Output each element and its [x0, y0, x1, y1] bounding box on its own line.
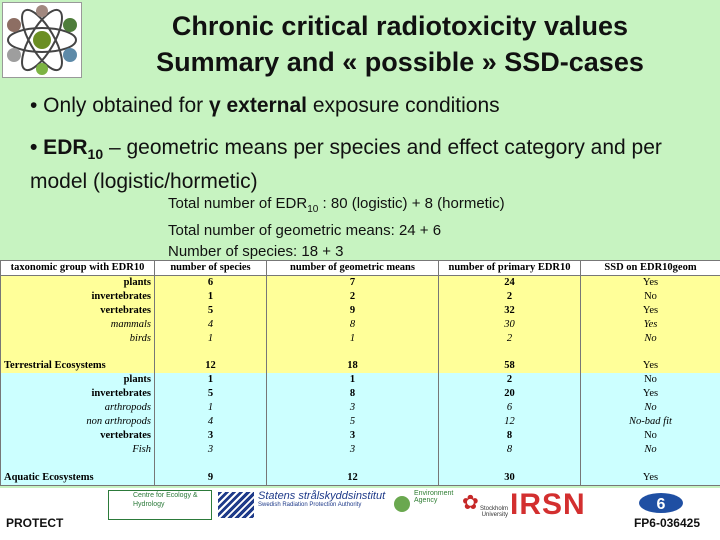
cell-species: 1	[155, 401, 267, 415]
bullet-gamma-exposure	[30, 94, 500, 118]
cell-species	[155, 346, 267, 360]
footer-contract-number: FP6-036425	[633, 516, 700, 530]
title-line-1: Chronic critical radiotoxicity values	[171, 11, 629, 41]
cell-group	[1, 346, 155, 360]
cell-primary-edr10: 20	[439, 387, 581, 401]
bullet1-prefix: • Only obtained for	[30, 94, 209, 117]
cell-geometric-means	[267, 346, 439, 360]
cell-primary-edr10	[439, 346, 581, 360]
cell-primary-edr10: 8	[439, 443, 581, 457]
cell-geometric-means: 3	[267, 401, 439, 415]
atom-logo-icon	[3, 3, 81, 77]
cell-geometric-means: 9	[267, 304, 439, 318]
footer-project-name: PROTECT	[6, 516, 64, 530]
table-row	[1, 429, 720, 443]
bullet1-bold: external	[220, 94, 308, 117]
cell-ssd: No	[581, 443, 720, 457]
table-row	[1, 304, 720, 318]
cell-ssd: Yes	[581, 304, 720, 318]
cell-group: vertebrates	[1, 304, 155, 318]
table-row	[1, 290, 720, 304]
cell-species: 1	[155, 290, 267, 304]
cell-ssd: No	[581, 332, 720, 346]
cell-group: invertebrates	[1, 387, 155, 401]
cell-ssd: Yes	[581, 276, 720, 290]
gamma-symbol: γ	[208, 94, 221, 117]
cell-geometric-means: 2	[267, 290, 439, 304]
stats-line-2: Total number of geometric means: 24 + 6	[168, 222, 442, 239]
stockholm-university-logo	[460, 490, 508, 520]
cell-species: 5	[155, 304, 267, 318]
stats-line1-sub: 10	[307, 204, 319, 215]
cell-ssd: No	[581, 373, 720, 387]
cell-group: Terrestrial Ecosystems	[1, 359, 155, 373]
cell-geometric-means	[267, 457, 439, 471]
cell-species: 4	[155, 318, 267, 332]
environment-agency-icon	[394, 496, 410, 512]
bullet2-text: – geometric means per species and effect category and per model (logistic/hormetic)	[30, 136, 662, 194]
cell-primary-edr10: 12	[439, 415, 581, 429]
ceh-logo	[108, 490, 212, 520]
table-row	[1, 415, 720, 429]
cell-species: 12	[155, 359, 267, 373]
bullet-edr10	[30, 134, 720, 195]
cell-species: 4	[155, 415, 267, 429]
project-logo	[2, 2, 82, 78]
cell-primary-edr10: 2	[439, 290, 581, 304]
cell-primary-edr10: 8	[439, 429, 581, 443]
header-number-of-primary-edr10: number of primary EDR10	[439, 261, 581, 276]
table-row	[1, 359, 720, 373]
bullet2-prefix: • EDR	[30, 136, 88, 159]
cell-group: vertebrates	[1, 429, 155, 443]
cell-primary-edr10: 30	[439, 318, 581, 332]
bullet2-sub: 10	[87, 146, 104, 163]
irsn-logo: IRSN	[510, 488, 586, 521]
title-line-2: Summary and « possible » SSD-cases	[156, 47, 644, 77]
cell-ssd: Yes	[581, 318, 720, 332]
cell-ssd: No	[581, 401, 720, 415]
cell-primary-edr10: 58	[439, 359, 581, 373]
header-taxonomic-group: taxonomic group with EDR10	[1, 261, 155, 276]
cell-primary-edr10: 24	[439, 276, 581, 290]
cell-geometric-means: 18	[267, 359, 439, 373]
cell-primary-edr10	[439, 457, 581, 471]
stats-block	[168, 193, 505, 262]
cell-group: arthropods	[1, 401, 155, 415]
cell-species: 9	[155, 471, 267, 485]
ssm-logo	[218, 490, 390, 520]
cell-ssd	[581, 457, 720, 471]
table-row	[1, 332, 720, 346]
table-row	[1, 457, 720, 471]
cell-ssd: No	[581, 429, 720, 443]
footer	[0, 488, 720, 540]
table-row	[1, 387, 720, 401]
cell-ssd: Yes	[581, 471, 720, 485]
table-row	[1, 276, 720, 290]
cell-primary-edr10: 32	[439, 304, 581, 318]
stats-line1-a: Total number of EDR	[168, 195, 308, 212]
stats-line1-b: : 80 (logistic) + 8 (hormetic)	[318, 195, 505, 212]
cell-group	[1, 457, 155, 471]
cell-primary-edr10: 6	[439, 401, 581, 415]
cell-geometric-means: 3	[267, 443, 439, 457]
radiotoxicity-table	[0, 260, 720, 486]
cell-group: invertebrates	[1, 290, 155, 304]
cell-species	[155, 457, 267, 471]
header-number-of-species: number of species	[155, 261, 267, 276]
table-row	[1, 346, 720, 360]
stats-line-3: Number of species: 18 + 3	[168, 243, 344, 260]
cell-group: birds	[1, 332, 155, 346]
cell-primary-edr10: 2	[439, 332, 581, 346]
environment-agency-text: Environment Agency	[414, 490, 454, 504]
cell-species: 1	[155, 373, 267, 387]
environment-agency-logo	[394, 490, 454, 520]
slide-title	[90, 8, 710, 80]
university-seal-icon: ✿	[462, 492, 479, 514]
header-number-of-geometric-means: number of geometric means	[267, 261, 439, 276]
bullet1-suffix: exposure conditions	[307, 94, 500, 117]
cell-ssd: Yes	[581, 359, 720, 373]
ssm-mark-icon	[218, 492, 254, 518]
table-row	[1, 318, 720, 332]
cell-species: 3	[155, 443, 267, 457]
cell-ssd	[581, 346, 720, 360]
cell-group: non arthropods	[1, 415, 155, 429]
ceh-logo-text: Centre for Ecology & Hydrology	[133, 492, 198, 508]
cell-species: 1	[155, 332, 267, 346]
cell-geometric-means: 8	[267, 318, 439, 332]
cell-geometric-means: 1	[267, 332, 439, 346]
stats-line-1	[168, 193, 505, 220]
cell-ssd: No-bad fit	[581, 415, 720, 429]
cell-primary-edr10: 30	[439, 471, 581, 485]
cell-primary-edr10: 2	[439, 373, 581, 387]
cell-group: Fish	[1, 443, 155, 457]
cell-geometric-means: 5	[267, 415, 439, 429]
cell-group: plants	[1, 276, 155, 290]
cell-group: plants	[1, 373, 155, 387]
table-row	[1, 471, 720, 485]
fp6-logo-icon	[636, 490, 686, 516]
stockholm-university-text: Stockholm University	[479, 506, 508, 518]
cell-group: mammals	[1, 318, 155, 332]
cell-ssd: Yes	[581, 387, 720, 401]
cell-geometric-means: 1	[267, 373, 439, 387]
svg-text:6: 6	[656, 496, 666, 513]
cell-species: 5	[155, 387, 267, 401]
ssm-logo-subtext: Swedish Radiation Protection Authority	[258, 502, 362, 508]
table-row	[1, 443, 720, 457]
cell-geometric-means: 8	[267, 387, 439, 401]
cell-species: 6	[155, 276, 267, 290]
cell-group: Aquatic Ecosystems	[1, 471, 155, 485]
cell-species: 3	[155, 429, 267, 443]
cell-ssd: No	[581, 290, 720, 304]
cell-geometric-means: 3	[267, 429, 439, 443]
ssm-logo-text: Statens strålskyddsinstitut	[258, 490, 386, 502]
cell-geometric-means: 7	[267, 276, 439, 290]
table-row	[1, 401, 720, 415]
cell-geometric-means: 12	[267, 471, 439, 485]
table-header-row	[1, 261, 720, 276]
header-ssd: SSD on EDR10geom	[581, 261, 720, 276]
table-row	[1, 373, 720, 387]
